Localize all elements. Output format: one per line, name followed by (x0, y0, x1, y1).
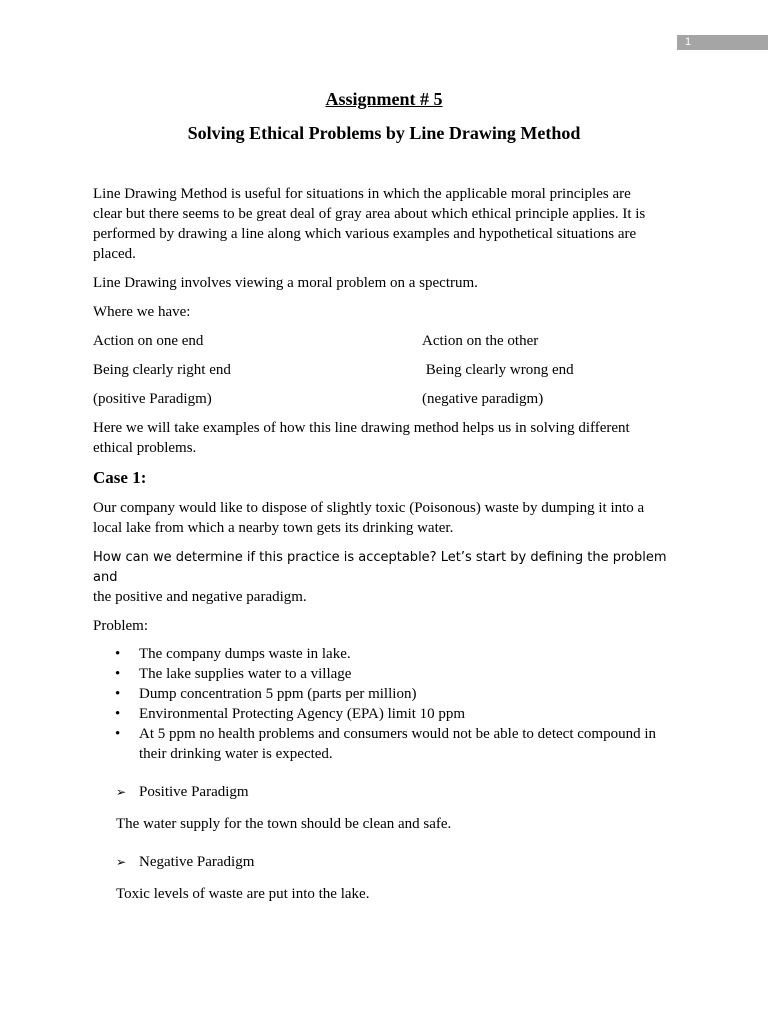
list-item-text: The company dumps waste in lake. (139, 646, 351, 662)
list-item-text: Environmental Protecting Agency (EPA) limit 10 ppm (139, 706, 466, 722)
examples-line: ethical problems. (93, 440, 197, 456)
bullet-icon: • (115, 686, 121, 702)
intro-line: Line Drawing Method is useful for situations in which the applicable moral principles are (93, 186, 631, 202)
positive-paradigm-heading (93, 782, 683, 802)
comparison-right: Action on the other (422, 333, 539, 349)
case-question-line: How can we determine if this practice is acceptable? Let’s start by defining the problem and (93, 550, 667, 585)
comparison-row (93, 389, 683, 409)
negative-paradigm-label: Negative Paradigm (139, 854, 255, 870)
comparison-left: Action on one end (93, 333, 204, 349)
bullet-icon: • (115, 726, 121, 742)
arrow-bullet-icon: ➢ (116, 855, 127, 869)
comparison-left: Being clearly right end (93, 362, 231, 378)
spectrum-paragraph: Line Drawing involves viewing a moral problem on a spectrum. (93, 275, 478, 291)
bullet-icon: • (115, 646, 121, 662)
case-question (93, 547, 683, 607)
where-paragraph: Where we have: (93, 304, 191, 320)
case-question-line: the positive and negative paradigm. (93, 589, 307, 605)
comparison-right: (negative paradigm) (422, 391, 544, 407)
page-title: Assignment # 5 (325, 89, 443, 109)
negative-paradigm-description: Toxic levels of waste are put into the lake. (116, 886, 370, 902)
intro-line: performed by drawing a line along which various examples and hypothetical situations are (93, 226, 637, 242)
list-item-text: The lake supplies water to a village (139, 666, 352, 682)
list-item (115, 644, 683, 664)
comparison-row (93, 360, 683, 380)
examples-paragraph (93, 418, 683, 458)
problem-list (93, 644, 683, 764)
examples-line: Here we will take examples of how this line drawing method helps us in solving different (93, 420, 630, 436)
bullet-icon: • (115, 706, 121, 722)
list-item (115, 684, 683, 704)
intro-paragraph (93, 184, 683, 264)
list-item-text: Dump concentration 5 ppm (parts per million) (139, 686, 417, 702)
problem-label: Problem: (93, 618, 148, 634)
comparison-row (93, 331, 683, 351)
case-description (93, 498, 683, 538)
negative-paradigm-heading (93, 852, 683, 872)
document-body (93, 184, 683, 904)
case-description-line: Our company would like to dispose of slightly toxic (Poisonous) waste by dumping it into a (93, 500, 645, 516)
positive-paradigm-description: The water supply for the town should be clean and safe. (116, 816, 452, 832)
case-heading: Case 1: (93, 468, 147, 487)
comparison-right: Being clearly wrong end (422, 362, 574, 378)
positive-paradigm-label: Positive Paradigm (139, 784, 249, 800)
page-number-bar (677, 35, 768, 50)
page-subtitle: Solving Ethical Problems by Line Drawing Method (187, 123, 581, 143)
comparison-left: (positive Paradigm) (93, 391, 212, 407)
bullet-icon: • (115, 666, 121, 682)
intro-line: placed. (93, 246, 136, 262)
case-description-line: local lake from which a nearby town gets its drinking water. (93, 520, 454, 536)
list-item (115, 704, 683, 724)
page-number: 1 (685, 36, 692, 48)
arrow-bullet-icon: ➢ (116, 785, 127, 799)
list-item-text: their drinking water is expected. (139, 746, 333, 762)
list-item (115, 724, 683, 764)
list-item-text: At 5 ppm no health problems and consumers would not be able to detect compound in (139, 726, 656, 742)
intro-line: clear but there seems to be great deal of gray area about which ethical principle applies. It is (93, 206, 646, 222)
list-item (115, 664, 683, 684)
